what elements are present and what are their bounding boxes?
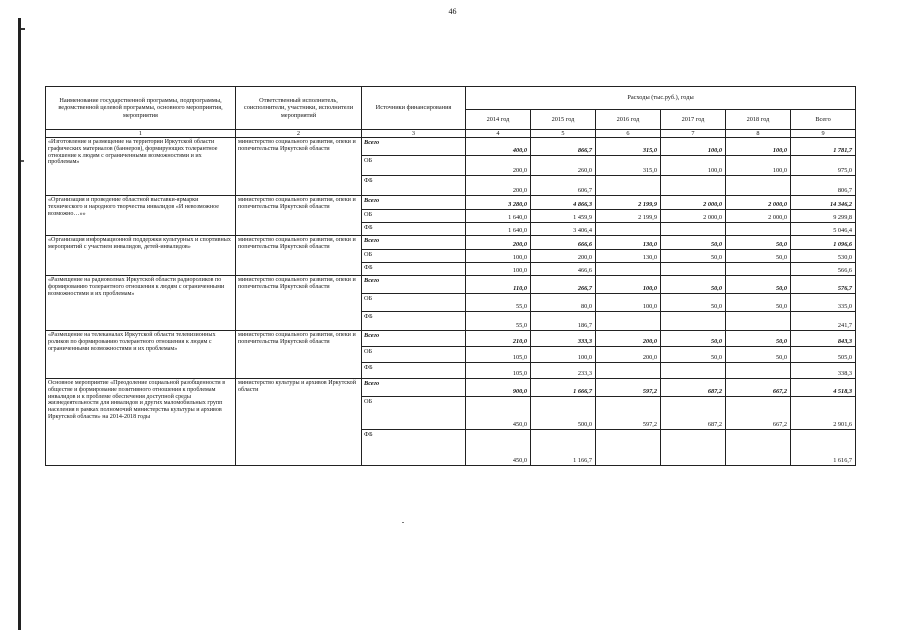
year-value: 667,2 [726, 379, 791, 397]
year-value: 315,0 [596, 138, 661, 156]
year-value: 200,0 [466, 156, 531, 176]
funding-source: Всего [362, 138, 466, 156]
total-value: 241,7 [791, 312, 856, 331]
header-name: Наименование государственной программы, подпрограммы, ведомственной целевой программы, основного мероприятия, мероприятия [46, 87, 236, 130]
measure-name: «Организация информационной поддержки культурных и спортивных мероприятий с участием инвалидов, детей-инвалидов» [46, 236, 236, 276]
column-number: 6 [596, 130, 661, 138]
year-value: 130,0 [596, 250, 661, 263]
year-value: 466,6 [531, 263, 596, 276]
year-value: 50,0 [661, 294, 726, 312]
funding-source: Всего [362, 379, 466, 397]
measure-name: «Размещение на телеканалах Иркутской области телевизионных роликов по формированию толерантного отношения к людям с ограниченными возможностями и их проблемам» [46, 331, 236, 379]
year-value: 2 199,9 [596, 210, 661, 223]
year-value: 3 406,4 [531, 223, 596, 236]
year-value: 2 000,0 [726, 210, 791, 223]
year-value: 687,2 [661, 379, 726, 397]
scan-edge [18, 18, 21, 630]
funding-source: Всего [362, 196, 466, 210]
responsible-executor: министерство социального развития, опеки и попечительства Иркутской области [236, 138, 362, 196]
year-value: 260,0 [531, 156, 596, 176]
year-value: 100,0 [466, 263, 531, 276]
measure-name: Основное мероприятие «Преодоление социальной разобщенности в обществе и формирование позитивного отношения к проблемам инвалидов и к проблеме обеспечения доступной среды жизнедеятельности для инвалидов и других маломобильных групп населения в рамках полномочий министерства культуры и архивов Иркутской области» на 2014-2018 годы [46, 379, 236, 466]
year-value: 50,0 [726, 331, 791, 347]
year-value: 100,0 [596, 276, 661, 294]
year-value [726, 312, 791, 331]
year-value: 100,0 [466, 250, 531, 263]
year-value: 50,0 [661, 236, 726, 250]
total-value: 9 299,8 [791, 210, 856, 223]
header-expenses: Расходы (тыс.руб.), годы [466, 87, 856, 110]
column-number: 3 [362, 130, 466, 138]
header-year: 2018 год [726, 110, 791, 130]
responsible-executor: министерство социального развития, опеки и попечительства Иркутской области [236, 196, 362, 236]
funding-source: ОБ [362, 250, 466, 263]
year-value: 667,2 [726, 397, 791, 430]
funding-source: Всего [362, 331, 466, 347]
responsible-executor: министерство социального развития, опеки и попечительства Иркутской области [236, 236, 362, 276]
total-value: 14 346,2 [791, 196, 856, 210]
year-value: 200,0 [596, 347, 661, 363]
year-value: 1 666,7 [531, 379, 596, 397]
year-value [596, 312, 661, 331]
funding-source: ФБ [362, 430, 466, 466]
year-value: 210,0 [466, 331, 531, 347]
year-value [661, 223, 726, 236]
responsible-executor: министерство культуры и архивов Иркутской области [236, 379, 362, 466]
year-value: 55,0 [466, 294, 531, 312]
funding-source: ОБ [362, 347, 466, 363]
total-value: 806,7 [791, 176, 856, 196]
year-value: 450,0 [466, 430, 531, 466]
year-value: 55,0 [466, 312, 531, 331]
year-value [661, 312, 726, 331]
year-value: 500,0 [531, 397, 596, 430]
measure-name: «Организация и проведение областной выставки-ярмарки технического и народного творчества инвалидов «И невозможное возможно…»» [46, 196, 236, 236]
year-value: 100,0 [661, 138, 726, 156]
column-number: 7 [661, 130, 726, 138]
year-value: 100,0 [531, 347, 596, 363]
year-value [596, 176, 661, 196]
year-value: 100,0 [596, 294, 661, 312]
table-row [46, 236, 856, 250]
year-value: 606,7 [531, 176, 596, 196]
year-value: 233,3 [531, 363, 596, 379]
year-value: 1 166,7 [531, 430, 596, 466]
funding-source: ФБ [362, 263, 466, 276]
year-value: 1 640,0 [466, 210, 531, 223]
table-row [46, 138, 856, 156]
funding-source: ФБ [362, 223, 466, 236]
scan-mark [21, 160, 24, 162]
financing-table [45, 86, 856, 466]
funding-source: ФБ [362, 176, 466, 196]
year-value: 50,0 [726, 250, 791, 263]
year-value: 666,6 [531, 236, 596, 250]
year-value [726, 363, 791, 379]
total-value: 843,3 [791, 331, 856, 347]
column-number: 5 [531, 130, 596, 138]
total-value: 338,3 [791, 363, 856, 379]
year-value [661, 430, 726, 466]
year-value: 130,0 [596, 236, 661, 250]
page-number: 46 [448, 7, 457, 16]
year-value [661, 363, 726, 379]
funding-source: ОБ [362, 156, 466, 176]
funding-source: ОБ [362, 397, 466, 430]
funding-source: ФБ [362, 363, 466, 379]
header-year: 2014 год [466, 110, 531, 130]
total-value: 1 096,6 [791, 236, 856, 250]
table-body [46, 138, 856, 466]
header-year: 2015 год [531, 110, 596, 130]
year-value: 50,0 [726, 276, 791, 294]
total-value: 505,0 [791, 347, 856, 363]
year-value: 50,0 [661, 331, 726, 347]
table-row [46, 379, 856, 397]
header-sources: Источники финансирования [362, 87, 466, 130]
total-value: 566,6 [791, 263, 856, 276]
column-number: 2 [236, 130, 362, 138]
header-executor: Ответственный исполнитель, соисполнители, участники, исполнители мероприятий [236, 87, 362, 130]
total-value: 975,0 [791, 156, 856, 176]
total-value: 5 046,4 [791, 223, 856, 236]
scan-speck [402, 522, 404, 523]
year-value [726, 176, 791, 196]
year-value: 2 000,0 [661, 196, 726, 210]
total-value: 1 616,7 [791, 430, 856, 466]
year-value: 333,3 [531, 331, 596, 347]
year-value: 2 199,9 [596, 196, 661, 210]
column-number: 9 [791, 130, 856, 138]
year-value [596, 263, 661, 276]
funding-source: ОБ [362, 294, 466, 312]
total-value: 530,0 [791, 250, 856, 263]
year-value: 2 000,0 [726, 196, 791, 210]
year-value: 100,0 [726, 156, 791, 176]
year-value: 900,0 [466, 379, 531, 397]
year-value: 50,0 [726, 236, 791, 250]
year-value [726, 263, 791, 276]
year-value: 80,0 [531, 294, 596, 312]
year-value: 1 459,9 [531, 210, 596, 223]
year-value: 597,2 [596, 397, 661, 430]
year-value: 4 866,3 [531, 196, 596, 210]
funding-source: Всего [362, 276, 466, 294]
year-value: 2 000,0 [661, 210, 726, 223]
year-value: 266,7 [531, 276, 596, 294]
year-value: 110,0 [466, 276, 531, 294]
year-value [661, 263, 726, 276]
year-value: 315,0 [596, 156, 661, 176]
column-number: 4 [466, 130, 531, 138]
total-value: 576,7 [791, 276, 856, 294]
year-value: 200,0 [596, 331, 661, 347]
year-value: 105,0 [466, 363, 531, 379]
total-value: 1 781,7 [791, 138, 856, 156]
year-value: 1 640,0 [466, 223, 531, 236]
year-value: 100,0 [661, 156, 726, 176]
year-value: 50,0 [661, 347, 726, 363]
responsible-executor: министерство социального развития, опеки и попечительства Иркутской области [236, 276, 362, 331]
year-value: 50,0 [661, 276, 726, 294]
year-value: 687,2 [661, 397, 726, 430]
year-value: 450,0 [466, 397, 531, 430]
column-number: 1 [46, 130, 236, 138]
total-value: 335,0 [791, 294, 856, 312]
measure-name: «Размещение на радиоволнах Иркутской области радиороликов по формированию толерантного отношения к людям с ограниченными возможностями и их проблемам» [46, 276, 236, 331]
scan-mark [21, 28, 25, 30]
year-value: 3 280,0 [466, 196, 531, 210]
column-number: 8 [726, 130, 791, 138]
year-value: 200,0 [466, 176, 531, 196]
year-value [726, 223, 791, 236]
funding-source: ОБ [362, 210, 466, 223]
table-row [46, 276, 856, 294]
year-value: 597,2 [596, 379, 661, 397]
table-row [46, 196, 856, 210]
year-value: 866,7 [531, 138, 596, 156]
header-total: Всего [791, 110, 856, 130]
year-value: 400,0 [466, 138, 531, 156]
funding-source: Всего [362, 236, 466, 250]
funding-source: ФБ [362, 312, 466, 331]
year-value: 186,7 [531, 312, 596, 331]
year-value [661, 176, 726, 196]
header-year: 2017 год [661, 110, 726, 130]
table-row [46, 331, 856, 347]
year-value: 200,0 [531, 250, 596, 263]
year-value [596, 363, 661, 379]
year-value: 50,0 [726, 294, 791, 312]
year-value: 50,0 [661, 250, 726, 263]
year-value: 100,0 [726, 138, 791, 156]
year-value [726, 430, 791, 466]
year-value [596, 223, 661, 236]
year-value: 200,0 [466, 236, 531, 250]
responsible-executor: министерство социального развития, опеки и попечительства Иркутской области [236, 331, 362, 379]
year-value: 50,0 [726, 347, 791, 363]
header-year: 2016 год [596, 110, 661, 130]
total-value: 2 901,6 [791, 397, 856, 430]
measure-name: «Изготовление и размещение на территории Иркутской области графических материалов (баннеров), формирующих толерантное отношение к людям с ограниченными возможностями и их проблемам» [46, 138, 236, 196]
total-value: 4 518,3 [791, 379, 856, 397]
year-value [596, 430, 661, 466]
year-value: 105,0 [466, 347, 531, 363]
